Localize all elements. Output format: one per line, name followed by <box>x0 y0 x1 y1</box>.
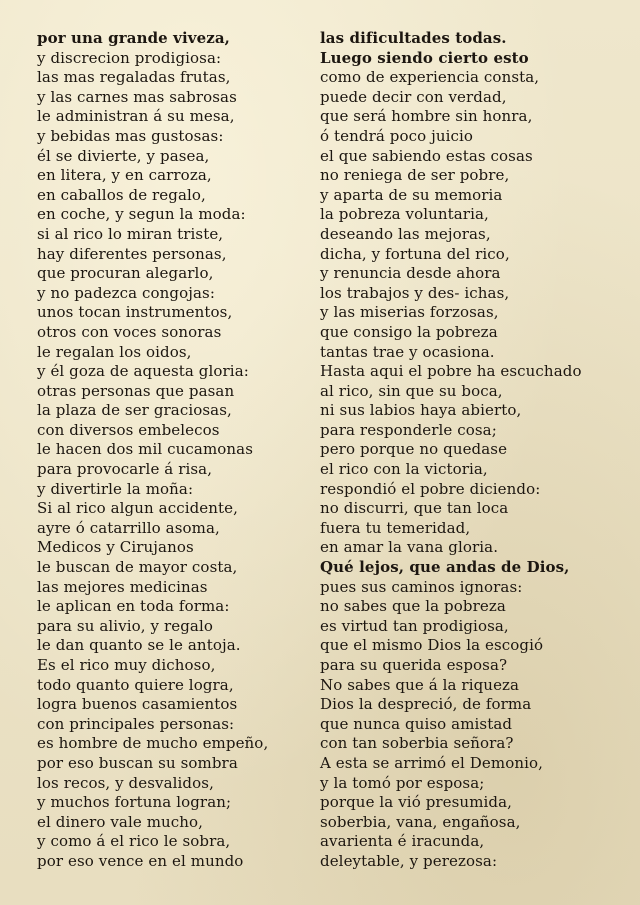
right-line-31: es virtud tan prodigiosa, <box>320 616 509 635</box>
right-line-37: con tan soberbia señora? <box>320 734 514 753</box>
right-line-2: Luego siendo cierto esto <box>320 48 529 67</box>
left-line-6: y bebidas mas gustosas: <box>37 126 224 145</box>
right-line-36: que nunca quiso amistad <box>320 714 513 733</box>
right-line-12: dicha, y fortuna del rico, <box>320 244 510 263</box>
left-column <box>37 29 315 872</box>
left-line-3: las mas regaladas frutas, <box>37 68 231 87</box>
right-line-43: deleytable, y perezosa: <box>320 851 498 870</box>
right-line-39: y la tomó por esposa; <box>320 773 485 792</box>
right-line-27: en amar la vana gloria. <box>320 538 499 557</box>
left-line-20: la plaza de ser graciosas, <box>37 401 232 420</box>
left-line-15: unos tocan instrumentos, <box>37 303 233 322</box>
left-line-43: por eso vence en el mundo <box>37 851 244 870</box>
left-line-39: los recos, y desvalidos, <box>37 773 214 792</box>
right-line-35: Dios la despreció, de forma <box>320 695 532 714</box>
right-line-19: al rico, sin que su boca, <box>320 381 503 400</box>
right-line-26: fuera tu temeridad, <box>320 518 471 537</box>
left-line-11: si al rico lo miran triste, <box>37 224 224 243</box>
left-line-33: Es el rico muy dichoso, <box>37 656 216 674</box>
left-line-10: en coche, y segun la moda: <box>37 205 246 224</box>
right-line-34: No sabes que á la riqueza <box>320 675 520 694</box>
left-line-24: y divertirle la moña: <box>37 479 194 498</box>
left-line-41: el dinero vale mucho, <box>37 812 204 831</box>
left-line-21: con diversos embelecos <box>37 420 220 439</box>
right-line-17: tantas trae y ocasiona. <box>320 342 495 361</box>
right-line-7: el que sabiendo estas cosas <box>320 146 533 165</box>
right-line-18: Hasta aqui el pobre ha escuchado <box>320 362 582 381</box>
left-line-7: él se divierte, y pasea, <box>37 146 210 165</box>
left-line-5: le administran á su mesa, <box>37 107 235 126</box>
left-line-22: le hacen dos mil cucamonas <box>37 440 253 459</box>
left-line-26: ayre ó catarrillo asoma, <box>37 518 220 537</box>
right-line-14: los trabajos y des- ichas, <box>320 283 510 302</box>
left-line-31: para su alivio, y regalo <box>37 616 213 635</box>
left-line-34: todo quanto quiere logra, <box>37 675 234 694</box>
right-line-40: porque la vió presumida, <box>320 793 513 812</box>
left-line-35: logra buenos casamientos <box>37 695 238 714</box>
left-line-16: otros con voces sonoras <box>37 322 222 341</box>
left-line-30: le aplican en toda forma: <box>37 597 230 616</box>
left-line-40: y muchos fortuna logran; <box>37 793 232 812</box>
left-line-13: que procuran alegarlo, <box>37 264 214 283</box>
right-column <box>320 29 620 872</box>
right-line-30: no sabes que la pobreza <box>320 597 506 616</box>
right-line-5: que será hombre sin honra, <box>320 107 533 126</box>
right-line-41: soberbia, vana, engañosa, <box>320 812 521 831</box>
left-line-27: Medicos y Cirujanos <box>37 538 194 557</box>
left-line-12: hay diferentes personas, <box>37 244 227 263</box>
left-line-9: en caballos de regalo, <box>37 185 206 204</box>
right-line-29: pues sus caminos ignoras: <box>320 577 523 596</box>
right-line-3: como de experiencia consta, <box>320 68 540 87</box>
left-line-25: Si al rico algun accidente, <box>37 499 239 518</box>
right-line-4: puede decir con verdad, <box>320 87 507 106</box>
left-line-42: y como á el rico le sobra, <box>37 832 231 851</box>
right-line-9: y aparta de su memoria <box>320 185 503 204</box>
right-line-24: respondió el pobre diciendo: <box>320 479 541 498</box>
left-line-8: en litera, y en carroza, <box>37 166 212 185</box>
left-line-32: le dan quanto se le antoja. <box>37 636 241 655</box>
left-line-36: con principales personas: <box>37 714 235 733</box>
left-line-37: es hombre de mucho empeño, <box>37 734 269 753</box>
left-line-1: por una grande viveza, <box>37 29 230 47</box>
left-line-4: y las carnes mas sabrosas <box>37 87 237 106</box>
right-line-8: no reniega de ser pobre, <box>320 166 510 185</box>
right-line-10: la pobreza voluntaria, <box>320 205 489 224</box>
right-line-32: que el mismo Dios la escogió <box>320 636 544 655</box>
left-line-19: otras personas que pasan <box>37 381 235 400</box>
left-line-38: por eso buscan su sombra <box>37 753 238 772</box>
right-line-1: las dificultades todas. <box>320 29 507 47</box>
right-line-11: deseando las mejoras, <box>320 224 491 243</box>
left-line-14: y no padezca congojas: <box>37 283 216 302</box>
left-line-18: y él goza de aquesta gloria: <box>37 362 249 381</box>
right-line-20: ni sus labios haya abierto, <box>320 401 522 420</box>
right-line-15: y las miserias forzosas, <box>320 303 499 322</box>
right-line-23: el rico con la victoria, <box>320 460 488 479</box>
left-line-29: las mejores medicinas <box>37 577 208 596</box>
right-line-33: para su querida esposa? <box>320 656 508 674</box>
left-line-2: y discrecion prodigiosa: <box>37 48 222 67</box>
right-line-16: que consigo la pobreza <box>320 322 498 341</box>
right-line-13: y renuncia desde ahora <box>320 264 501 283</box>
left-line-17: le regalan los oidos, <box>37 342 192 361</box>
left-line-28: le buscan de mayor costa, <box>37 558 238 577</box>
right-line-38: A esta se arrimó el Demonio, <box>320 753 544 772</box>
right-line-28: Qué lejos, que andas de Dios, <box>320 558 570 577</box>
right-line-25: no discurri, que tan loca <box>320 499 509 518</box>
right-line-21: para responderle cosa; <box>320 420 497 439</box>
left-line-23: para provocarle á risa, <box>37 460 213 479</box>
right-line-6: ó tendrá poco juicio <box>320 126 474 145</box>
right-line-42: avarienta é iracunda, <box>320 832 485 851</box>
right-line-22: pero porque no quedase <box>320 440 508 459</box>
